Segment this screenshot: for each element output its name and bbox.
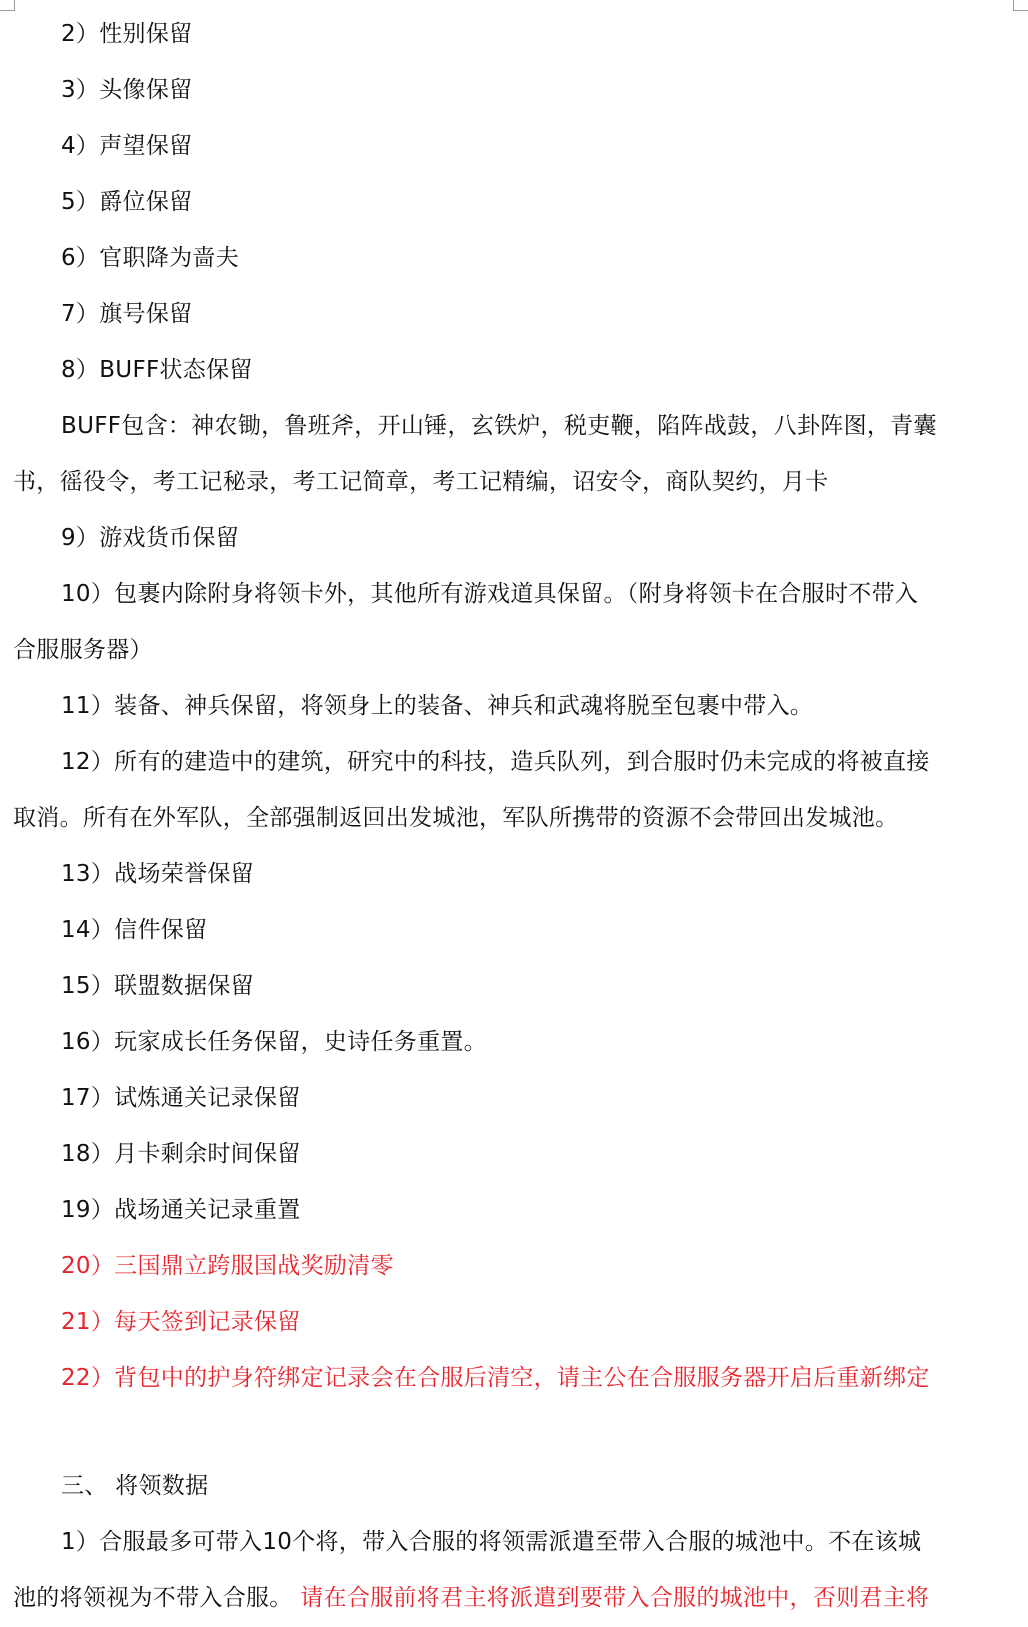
- list-item-18: 18）月卡剩余时间保留: [61, 1141, 301, 1167]
- list-item-7: 7）旗号保留: [61, 301, 193, 327]
- section-3-heading: 三、 将领数据: [61, 1473, 209, 1499]
- list-item-21-highlighted: 21）每天签到记录保留: [61, 1309, 301, 1335]
- section-3-para-1-red-text: 请在合服前将君主将派遣到要带入合服的城池中，否则君主将: [292, 1585, 930, 1611]
- buff-list-line-1: BUFF包含：神农锄，鲁班斧，开山锤，玄铁炉，税吏鞭，陷阵战鼓，八卦阵图，青囊: [61, 413, 937, 439]
- list-item-17: 17）试炼通关记录保留: [61, 1085, 301, 1111]
- list-item-6: 6）官职降为啬夫: [61, 245, 240, 271]
- list-item-10-line-2: 合服服务器）: [13, 637, 153, 663]
- section-3-para-1-line-1: 1）合服最多可带入10个将，带入合服的将领需派遣至带入合服的城池中。不在该城: [61, 1529, 922, 1555]
- buff-list-line-2: 书，徭役令，考工记秘录，考工记简章，考工记精编，诏安令，商队契约，月卡: [13, 469, 829, 495]
- page-corner-mark-right: [1013, 0, 1028, 11]
- list-item-16: 16）玩家成长任务保留，史诗任务重置。: [61, 1029, 487, 1055]
- list-item-12-line-1: 12）所有的建造中的建筑，研究中的科技，造兵队列，到合服时仍未完成的将被直接: [61, 749, 930, 775]
- list-item-12-line-2: 取消。所有在外军队，全部强制返回出发城池，军队所携带的资源不会带回出发城池。: [13, 805, 899, 831]
- list-item-13: 13）战场荣誉保留: [61, 861, 254, 887]
- section-3-para-1-black-text: 池的将领视为不带入合服。: [13, 1585, 293, 1611]
- list-item-9: 9）游戏货币保留: [61, 525, 240, 551]
- list-item-14: 14）信件保留: [61, 917, 208, 943]
- list-item-20-highlighted: 20）三国鼎立跨服国战奖励清零: [61, 1253, 394, 1279]
- list-item-22-highlighted: 22）背包中的护身符绑定记录会在合服后清空，请主公在合服服务器开启后重新绑定: [61, 1365, 930, 1391]
- section-spacer: [13, 1406, 1003, 1458]
- list-item-4: 4）声望保留: [61, 133, 193, 159]
- list-item-2: 2）性别保留: [61, 21, 193, 47]
- list-item-11: 11）装备、神兵保留，将领身上的装备、神兵和武魂将脱至包裹中带入。: [61, 693, 814, 719]
- section-3-para-1-line-2: [13, 1570, 1003, 1626]
- list-item-3: 3）头像保留: [61, 77, 193, 103]
- list-item-10-line-1: 10）包裹内除附身将领卡外，其他所有游戏道具保留。（附身将领卡在合服时不带入: [61, 581, 919, 607]
- list-item-8: 8）BUFF状态保留: [61, 357, 253, 383]
- list-item-19: 19）战场通关记录重置: [61, 1197, 301, 1223]
- list-item-5: 5）爵位保留: [61, 189, 193, 215]
- list-item-15: 15）联盟数据保留: [61, 973, 254, 999]
- document-body: [13, 0, 1003, 1626]
